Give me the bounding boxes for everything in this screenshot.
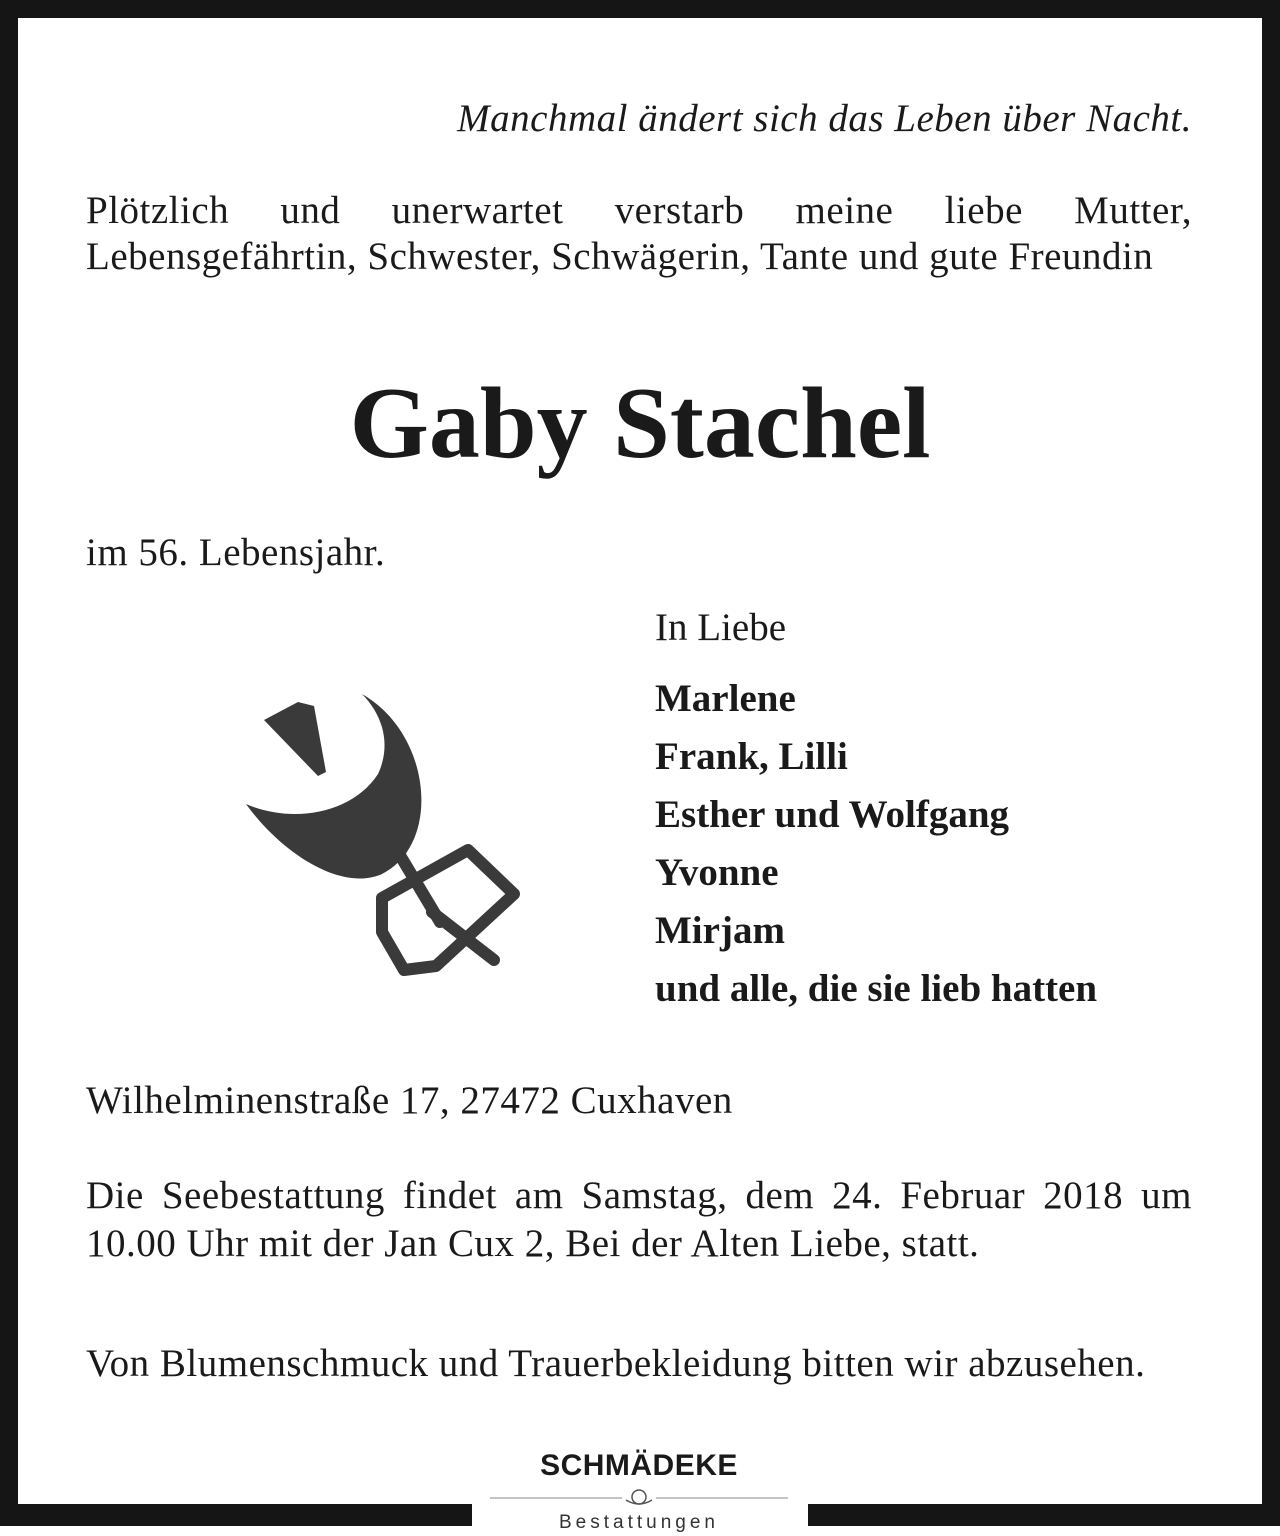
request-text: Von Blumenschmuck und Trauerbekleidung bitten wir abzusehen. [86, 1342, 1146, 1385]
intro-text: Plötzlich und unerwartet verstarb meine liebe Mutter, Lebensgefährtin, Schwester, Schwägerin, Tante und gute Freundin [86, 189, 1192, 278]
mourners-list [655, 670, 1097, 1018]
border-bottom-left [0, 1504, 472, 1526]
wedge-shape [264, 702, 326, 776]
funeral-home-logo [486, 1448, 792, 1536]
address: Wilhelminenstraße 17, 27472 Cuxhaven [86, 1079, 733, 1122]
mourner-name: Marlene [655, 677, 796, 720]
funeral-home-name: SCHMÄDEKE [540, 1449, 738, 1482]
ornament-divider-icon [486, 1486, 792, 1510]
ceremony-text: Die Seebestattung findet am Samstag, dem 24. Februar 2018 um 10.00 Uhr mit der Jan Cux 2, Bei der Alten Liebe, statt. [86, 1174, 1192, 1265]
mourner-name: Yvonne [655, 851, 779, 894]
mourner-name: Frank, Lilli [655, 735, 848, 778]
moon-star-symbol-icon [232, 684, 522, 980]
border-right [1262, 0, 1280, 1526]
age-line: im 56. Lebensjahr. [86, 531, 386, 574]
in-love-label: In Liebe [655, 606, 787, 649]
mourner-name: Mirjam [655, 909, 785, 952]
funeral-home-subtitle: Bestattungen [559, 1512, 719, 1533]
motto: Manchmal ändert sich das Leben über Nacht. [457, 97, 1192, 140]
border-left [0, 0, 18, 1526]
border-bottom-right [808, 1504, 1280, 1526]
mourner-name: und alle, die sie lieb hatten [655, 967, 1098, 1010]
deceased-name: Gaby Stachel [349, 367, 931, 480]
border-top [0, 0, 1280, 18]
mourner-name: Esther und Wolfgang [655, 793, 1010, 836]
